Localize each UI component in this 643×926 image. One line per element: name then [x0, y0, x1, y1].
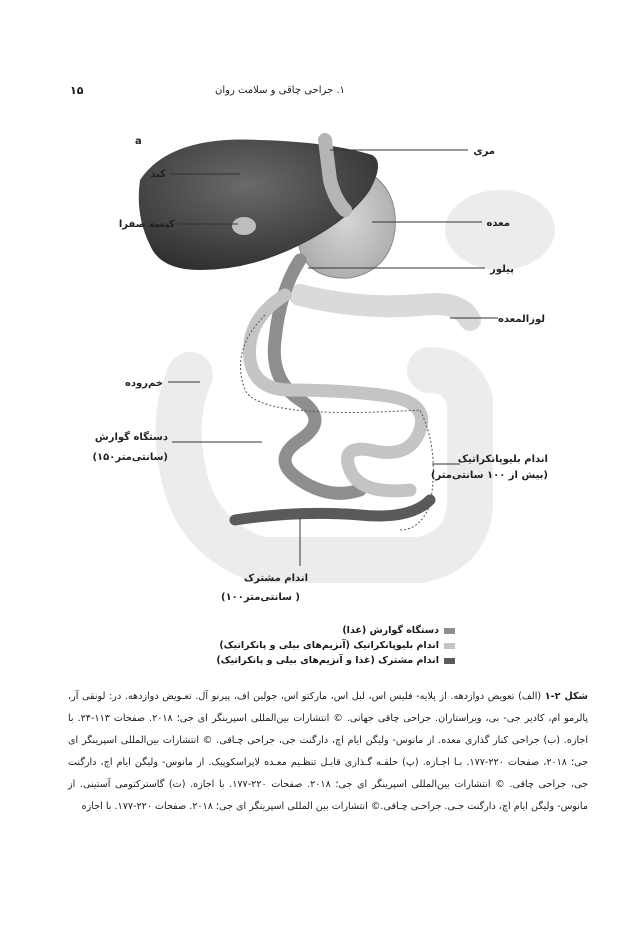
label-stomach: معده — [486, 218, 510, 229]
pancreas-shape — [300, 295, 470, 320]
label-esophagus: مری — [473, 146, 495, 157]
label-common-limb: اندام مشترک — [243, 573, 308, 584]
caption-text: (الف) تعویض دوازدهه. از پلایه- فلیس اس، لبل اس، مارکتو اس، جولین اف، پیرنو آل. تعـویض دوازدهه. در: لونقی آر، پالرمو ام، کادیر جی- بی، ویراستاران. جراحی چاقی جهانی. © انتشارات بین‌المللی اسپرینگر ای جی؛ ۲۰۱۸. صفحات ۱۱۳-۲۴. با اجازه. (ب) جراحی کنار گذاری معده. از مانوس- ولیگن ایام اچ، دارگنت جی، جراحی چـاقی. © انتشارات بین‌المللی اسپرینگر ای جی؛ ۲۰۱۸، صفحات ۲۲۰-۱۷۷. بـا اجـازه. (پ) حلقـه گـذاری قابـل تنظـیم معـده لاپراسکوپیک. از مانوس- ولیگن ایام اچ، دارگنت جی، جراحی چاقی. © انتشارات بین‌المللی اسپرینگر ای جی؛ ۲۰۱۸. صفحات ۲۲۰-۱۷۷. با اجازه. (ت) گاسترکتومی آستینی. از مانوس- ولیگن ایام اچ، دارگنت جـی. جراحـی چـاقی.© انتشارات بین المللی اسپرینگر ای جی؛ ۲۰۱۸. صفحات ۲۲۰-۱۷۷. با اجازه — [68, 691, 589, 812]
common-limb-path — [235, 500, 430, 520]
label-gallbladder: کیسه صفرا — [118, 219, 175, 230]
spleen-shape — [445, 190, 555, 270]
running-title: ۱. جراحی چاقی و سلامت روان — [215, 85, 345, 96]
caption-label: شکل ۲-۱ — [544, 691, 588, 702]
panel-letter: a — [135, 136, 142, 147]
legend-swatch — [444, 628, 455, 634]
label-pancreas: لوزالمعده — [498, 314, 545, 325]
label-bp-limb: اندام بلیوپانکراتیک — [457, 454, 548, 465]
legend-item-alimentary — [215, 623, 455, 638]
legend-item-bp — [215, 638, 455, 653]
legend-swatch — [444, 643, 455, 649]
label-pylorus: پیلور — [490, 264, 514, 275]
label-appendix: خم‌روده — [124, 378, 163, 389]
legend-swatch — [444, 658, 455, 664]
label-liver: کبد — [150, 169, 166, 180]
label-common-length: (۱۰۰سانتی‌متر ) — [221, 592, 300, 603]
page-header — [70, 84, 345, 100]
legend-label: دستگاه گوارش (غذا) — [342, 625, 439, 636]
legend-label: اندام مشترک (غذا و آنزیم‌های بیلی و پانکراتیک) — [216, 655, 439, 666]
label-bp-length: (بیش از ۱۰۰ سانتی‌متر) — [430, 470, 548, 481]
figure-legend — [215, 623, 455, 668]
label-alimentary-length: (۱۵۰سانتی‌متر) — [92, 452, 168, 463]
page-number: ۱۵ — [70, 84, 84, 97]
label-alimentary-limb: دستگاه گوارش — [94, 432, 168, 443]
anatomy-illustration — [0, 120, 643, 620]
legend-label: اندام بلیوپانکراتیک (آنزیم‌های بیلی و پانکراتیک) — [219, 640, 439, 651]
anatomy-figure — [0, 120, 643, 680]
gallbladder-shape — [232, 217, 256, 235]
colon-shape — [179, 370, 470, 560]
legend-item-common — [215, 653, 455, 668]
figure-caption — [68, 686, 588, 818]
